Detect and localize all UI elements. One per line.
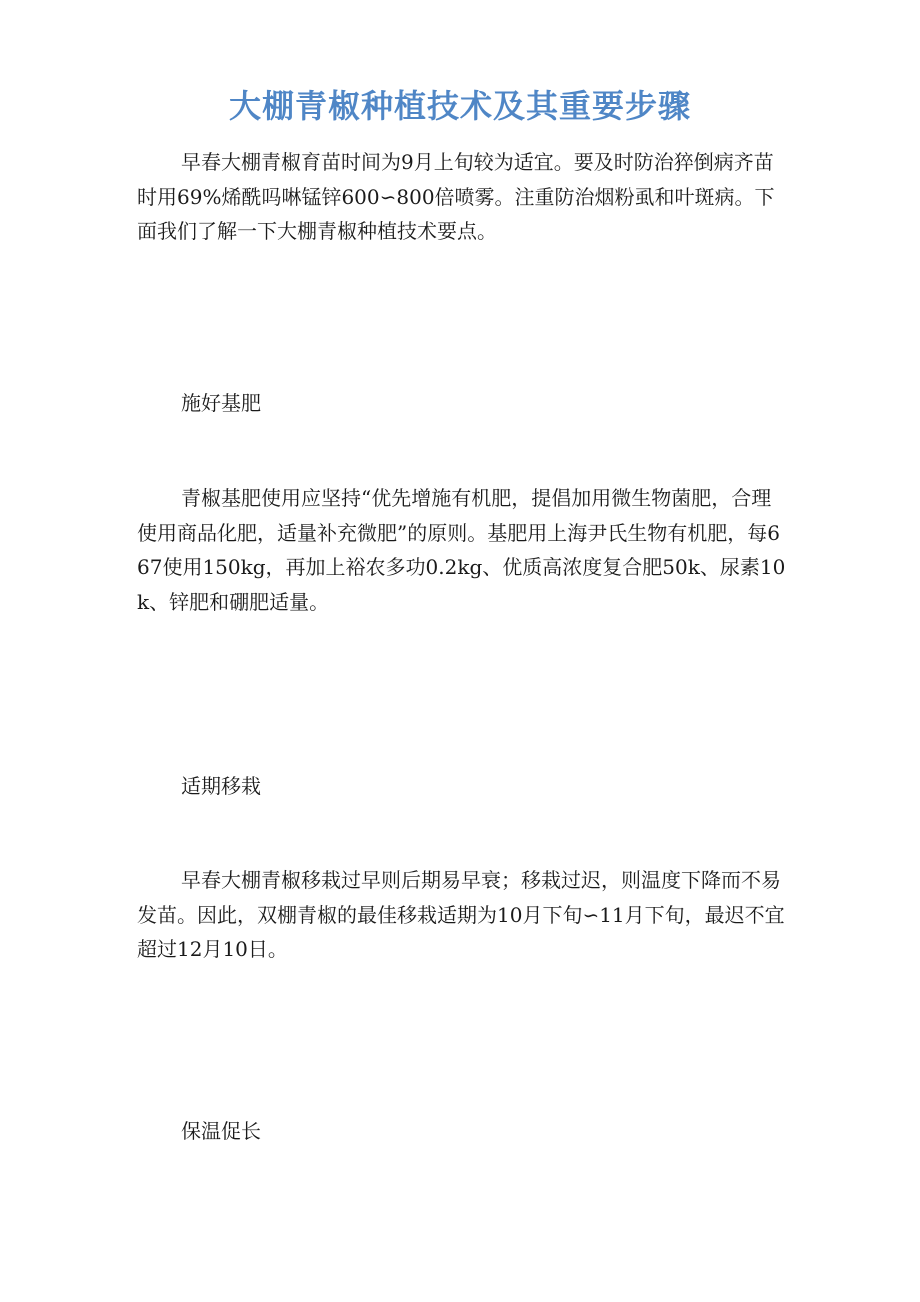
section-heading-keep-warm: 保温促长	[181, 1119, 261, 1143]
section-body-base-fertilizer: 青椒基肥使用应坚持“优先增施有机肥，提倡加用微生物菌肥，合理使用商品化肥，适量补充微肥”的原则。基肥用上海尹氏生物有机肥，每667使用150kg，再加上裕农多功0.2kg、优质高浓度复合肥50k、尿素10k、锌肥和硼肥适量。	[137, 486, 786, 614]
section-heading-base-fertilizer: 施好基肥	[181, 391, 261, 415]
intro-paragraph: 早春大棚青椒育苗时间为9月上旬较为适宜。要及时防治猝倒病齐苗时用69%烯酰吗啉锰锌600∽800倍喷雾。注重防治烟粉虱和叶斑病。下面我们了解一下大棚青椒种植技术要点。	[137, 150, 775, 243]
document-title: 大棚青椒种植技术及其重要步骤	[228, 87, 691, 125]
section-heading-transplant: 适期移栽	[181, 774, 261, 798]
section-body-transplant: 早春大棚青椒移栽过早则后期易早衰；移栽过迟，则温度下降而不易发苗。因此，双棚青椒的最佳移栽适期为10月下旬∽11月下旬，最迟不宜超过12月10日。	[137, 868, 785, 961]
